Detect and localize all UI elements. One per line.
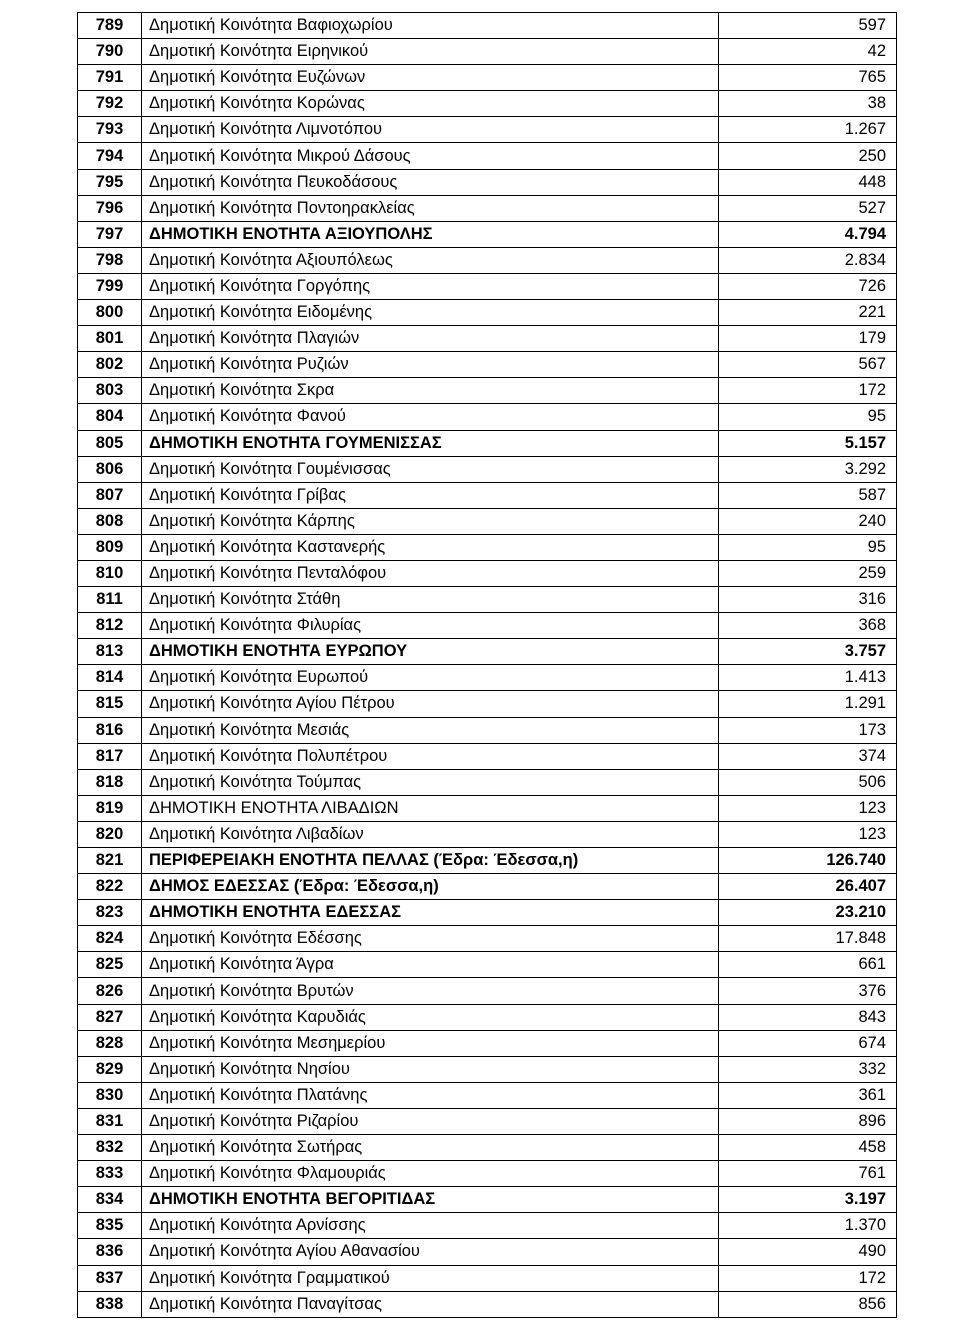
table-row <box>78 1108 897 1134</box>
area-name: Δημοτική Κοινότητα Λιμνοτόπου <box>142 117 719 143</box>
area-name: ΔΗΜΟΣ ΕΔΕΣΣΑΣ (Έδρα: Έδεσσα,η) <box>142 874 719 900</box>
population-value: 316 <box>719 587 897 613</box>
area-name: Δημοτική Κοινότητα Σωτήρας <box>142 1135 719 1161</box>
population-value: 5.157 <box>719 430 897 456</box>
table-row <box>78 404 897 430</box>
population-value: 856 <box>719 1291 897 1317</box>
area-name: ΔΗΜΟΤΙΚΗ ΕΝΟΤΗΤΑ ΓΟΥΜΕΝΙΣΣΑΣ <box>142 430 719 456</box>
area-name: Δημοτική Κοινότητα Πλαγιών <box>142 326 719 352</box>
area-name: Δημοτική Κοινότητα Παναγίτσας <box>142 1291 719 1317</box>
population-value: 726 <box>719 273 897 299</box>
population-value: 3.292 <box>719 456 897 482</box>
population-value: 179 <box>719 326 897 352</box>
area-name: Δημοτική Κοινότητα Άγρα <box>142 952 719 978</box>
table-row <box>78 1291 897 1317</box>
population-value: 506 <box>719 769 897 795</box>
area-name: Δημοτική Κοινότητα Βρυτών <box>142 978 719 1004</box>
population-value: 374 <box>719 743 897 769</box>
area-name: Δημοτική Κοινότητα Ευζώνων <box>142 65 719 91</box>
population-value: 1.413 <box>719 665 897 691</box>
table-row <box>78 273 897 299</box>
table-row <box>78 65 897 91</box>
row-number: 797 <box>78 221 142 247</box>
table-row <box>78 117 897 143</box>
population-value: 332 <box>719 1056 897 1082</box>
row-number: 821 <box>78 848 142 874</box>
row-number: 836 <box>78 1239 142 1265</box>
population-value: 1.370 <box>719 1213 897 1239</box>
row-number: 828 <box>78 1030 142 1056</box>
row-number: 804 <box>78 404 142 430</box>
table-row <box>78 482 897 508</box>
table-row <box>78 534 897 560</box>
population-table <box>77 12 897 1318</box>
row-number: 820 <box>78 821 142 847</box>
table-row <box>78 717 897 743</box>
area-name: Δημοτική Κοινότητα Αξιουπόλεως <box>142 247 719 273</box>
area-name: ΔΗΜΟΤΙΚΗ ΕΝΟΤΗΤΑ ΕΥΡΩΠΟΥ <box>142 639 719 665</box>
area-name: Δημοτική Κοινότητα Ριζαρίου <box>142 1108 719 1134</box>
population-value: 172 <box>719 378 897 404</box>
population-value: 172 <box>719 1265 897 1291</box>
row-number: 832 <box>78 1135 142 1161</box>
table-row <box>78 1265 897 1291</box>
area-name: ΔΗΜΟΤΙΚΗ ΕΝΟΤΗΤΑ ΛΙΒΑΔΙΩΝ <box>142 795 719 821</box>
area-name: Δημοτική Κοινότητα Πενταλόφου <box>142 560 719 586</box>
population-value: 126.740 <box>719 848 897 874</box>
population-value: 42 <box>719 39 897 65</box>
population-value: 259 <box>719 560 897 586</box>
area-name: Δημοτική Κοινότητα Φιλυρίας <box>142 613 719 639</box>
row-number: 819 <box>78 795 142 821</box>
table-row <box>78 1030 897 1056</box>
population-value: 1.267 <box>719 117 897 143</box>
population-value: 567 <box>719 352 897 378</box>
row-number: 802 <box>78 352 142 378</box>
row-number: 826 <box>78 978 142 1004</box>
population-value: 674 <box>719 1030 897 1056</box>
row-number: 790 <box>78 39 142 65</box>
row-number: 824 <box>78 926 142 952</box>
row-number: 835 <box>78 1213 142 1239</box>
table-row <box>78 91 897 117</box>
table-row <box>78 1004 897 1030</box>
table-row <box>78 1056 897 1082</box>
table-row <box>78 221 897 247</box>
table-row <box>78 769 897 795</box>
table-row <box>78 1135 897 1161</box>
area-name: Δημοτική Κοινότητα Γραμματικού <box>142 1265 719 1291</box>
table-row <box>78 613 897 639</box>
population-value: 173 <box>719 717 897 743</box>
table-row <box>78 848 897 874</box>
row-number: 813 <box>78 639 142 665</box>
area-name: Δημοτική Κοινότητα Πλατάνης <box>142 1082 719 1108</box>
population-value: 448 <box>719 169 897 195</box>
area-name: Δημοτική Κοινότητα Ειρηνικού <box>142 39 719 65</box>
population-value: 896 <box>719 1108 897 1134</box>
table-row <box>78 1213 897 1239</box>
table-row <box>78 378 897 404</box>
row-number: 792 <box>78 91 142 117</box>
table-row <box>78 39 897 65</box>
population-value: 2.834 <box>719 247 897 273</box>
table-row <box>78 926 897 952</box>
row-number: 801 <box>78 326 142 352</box>
table-row <box>78 665 897 691</box>
population-value: 221 <box>719 300 897 326</box>
population-value: 4.794 <box>719 221 897 247</box>
row-number: 827 <box>78 1004 142 1030</box>
population-value: 368 <box>719 613 897 639</box>
table-row <box>78 952 897 978</box>
table-row <box>78 795 897 821</box>
row-number: 807 <box>78 482 142 508</box>
area-name: Δημοτική Κοινότητα Γοργόπης <box>142 273 719 299</box>
table-row <box>78 1187 897 1213</box>
area-name: Δημοτική Κοινότητα Αγίου Πέτρου <box>142 691 719 717</box>
row-number: 808 <box>78 508 142 534</box>
row-number: 831 <box>78 1108 142 1134</box>
row-number: 809 <box>78 534 142 560</box>
row-number: 814 <box>78 665 142 691</box>
table-row <box>78 326 897 352</box>
table-row <box>78 900 897 926</box>
population-value: 250 <box>719 143 897 169</box>
population-value: 458 <box>719 1135 897 1161</box>
population-value: 3.757 <box>719 639 897 665</box>
row-number: 829 <box>78 1056 142 1082</box>
population-value: 490 <box>719 1239 897 1265</box>
population-value: 123 <box>719 795 897 821</box>
table-row <box>78 874 897 900</box>
area-name: Δημοτική Κοινότητα Μικρού Δάσους <box>142 143 719 169</box>
area-name: Δημοτική Κοινότητα Μεσημερίου <box>142 1030 719 1056</box>
population-value: 26.407 <box>719 874 897 900</box>
area-name: Δημοτική Κοινότητα Γρίβας <box>142 482 719 508</box>
row-number: 795 <box>78 169 142 195</box>
table-row <box>78 247 897 273</box>
area-name: Δημοτική Κοινότητα Λιβαδίων <box>142 821 719 847</box>
row-number: 834 <box>78 1187 142 1213</box>
table-row <box>78 691 897 717</box>
row-number: 806 <box>78 456 142 482</box>
row-number: 818 <box>78 769 142 795</box>
table-row <box>78 430 897 456</box>
area-name: Δημοτική Κοινότητα Βαφιοχωρίου <box>142 13 719 39</box>
document-page <box>77 12 896 1318</box>
population-value: 361 <box>719 1082 897 1108</box>
row-number: 825 <box>78 952 142 978</box>
table-row <box>78 13 897 39</box>
area-name: Δημοτική Κοινότητα Νησίου <box>142 1056 719 1082</box>
area-name: ΠΕΡΙΦΕΡΕΙΑΚΗ ΕΝΟΤΗΤΑ ΠΕΛΛΑΣ (Έδρα: Έδεσσα,η) <box>142 848 719 874</box>
area-name: Δημοτική Κοινότητα Καστανερής <box>142 534 719 560</box>
row-number: 815 <box>78 691 142 717</box>
row-number: 798 <box>78 247 142 273</box>
population-value: 587 <box>719 482 897 508</box>
area-name: Δημοτική Κοινότητα Μεσιάς <box>142 717 719 743</box>
table-row <box>78 352 897 378</box>
area-name: Δημοτική Κοινότητα Πολυπέτρου <box>142 743 719 769</box>
population-value: 761 <box>719 1161 897 1187</box>
row-number: 793 <box>78 117 142 143</box>
table-row <box>78 639 897 665</box>
population-value: 765 <box>719 65 897 91</box>
area-name: Δημοτική Κοινότητα Κορώνας <box>142 91 719 117</box>
population-value: 95 <box>719 404 897 430</box>
area-name: Δημοτική Κοινότητα Καρυδιάς <box>142 1004 719 1030</box>
row-number: 791 <box>78 65 142 91</box>
population-value: 376 <box>719 978 897 1004</box>
table-row <box>78 821 897 847</box>
population-value: 23.210 <box>719 900 897 926</box>
row-number: 838 <box>78 1291 142 1317</box>
table-row <box>78 560 897 586</box>
row-number: 833 <box>78 1161 142 1187</box>
row-number: 811 <box>78 587 142 613</box>
table-row <box>78 1239 897 1265</box>
table-row <box>78 143 897 169</box>
row-number: 800 <box>78 300 142 326</box>
area-name: ΔΗΜΟΤΙΚΗ ΕΝΟΤΗΤΑ ΕΔΕΣΣΑΣ <box>142 900 719 926</box>
area-name: Δημοτική Κοινότητα Φλαμουριάς <box>142 1161 719 1187</box>
row-number: 822 <box>78 874 142 900</box>
row-number: 799 <box>78 273 142 299</box>
population-value: 38 <box>719 91 897 117</box>
table-body <box>78 13 897 1318</box>
area-name: Δημοτική Κοινότητα Αρνίσσης <box>142 1213 719 1239</box>
table-row <box>78 508 897 534</box>
table-row <box>78 195 897 221</box>
population-value: 597 <box>719 13 897 39</box>
area-name: Δημοτική Κοινότητα Εδέσσης <box>142 926 719 952</box>
table-row <box>78 978 897 1004</box>
row-number: 789 <box>78 13 142 39</box>
area-name: Δημοτική Κοινότητα Σκρα <box>142 378 719 404</box>
area-name: Δημοτική Κοινότητα Ποντοηρακλείας <box>142 195 719 221</box>
area-name: Δημοτική Κοινότητα Κάρπης <box>142 508 719 534</box>
population-value: 123 <box>719 821 897 847</box>
area-name: Δημοτική Κοινότητα Στάθη <box>142 587 719 613</box>
population-value: 527 <box>719 195 897 221</box>
table-row <box>78 456 897 482</box>
population-value: 240 <box>719 508 897 534</box>
area-name: Δημοτική Κοινότητα Φανού <box>142 404 719 430</box>
area-name: ΔΗΜΟΤΙΚΗ ΕΝΟΤΗΤΑ ΑΞΙΟΥΠΟΛΗΣ <box>142 221 719 247</box>
row-number: 794 <box>78 143 142 169</box>
population-value: 1.291 <box>719 691 897 717</box>
table-row <box>78 587 897 613</box>
area-name: Δημοτική Κοινότητα Γουμένισσας <box>142 456 719 482</box>
area-name: Δημοτική Κοινότητα Πευκοδάσους <box>142 169 719 195</box>
table-row <box>78 169 897 195</box>
area-name: Δημοτική Κοινότητα Ειδομένης <box>142 300 719 326</box>
area-name: Δημοτική Κοινότητα Αγίου Αθανασίου <box>142 1239 719 1265</box>
row-number: 823 <box>78 900 142 926</box>
row-number: 816 <box>78 717 142 743</box>
area-name: Δημοτική Κοινότητα Ευρωπού <box>142 665 719 691</box>
population-value: 3.197 <box>719 1187 897 1213</box>
row-number: 812 <box>78 613 142 639</box>
population-value: 95 <box>719 534 897 560</box>
row-number: 805 <box>78 430 142 456</box>
row-number: 810 <box>78 560 142 586</box>
area-name: ΔΗΜΟΤΙΚΗ ΕΝΟΤΗΤΑ ΒΕΓΟΡΙΤΙΔΑΣ <box>142 1187 719 1213</box>
area-name: Δημοτική Κοινότητα Ρυζιών <box>142 352 719 378</box>
row-number: 803 <box>78 378 142 404</box>
row-number: 796 <box>78 195 142 221</box>
population-value: 843 <box>719 1004 897 1030</box>
population-value: 661 <box>719 952 897 978</box>
row-number: 837 <box>78 1265 142 1291</box>
row-number: 830 <box>78 1082 142 1108</box>
population-value: 17.848 <box>719 926 897 952</box>
table-row <box>78 1082 897 1108</box>
row-number: 817 <box>78 743 142 769</box>
table-row <box>78 300 897 326</box>
area-name: Δημοτική Κοινότητα Τούμπας <box>142 769 719 795</box>
table-row <box>78 743 897 769</box>
table-row <box>78 1161 897 1187</box>
